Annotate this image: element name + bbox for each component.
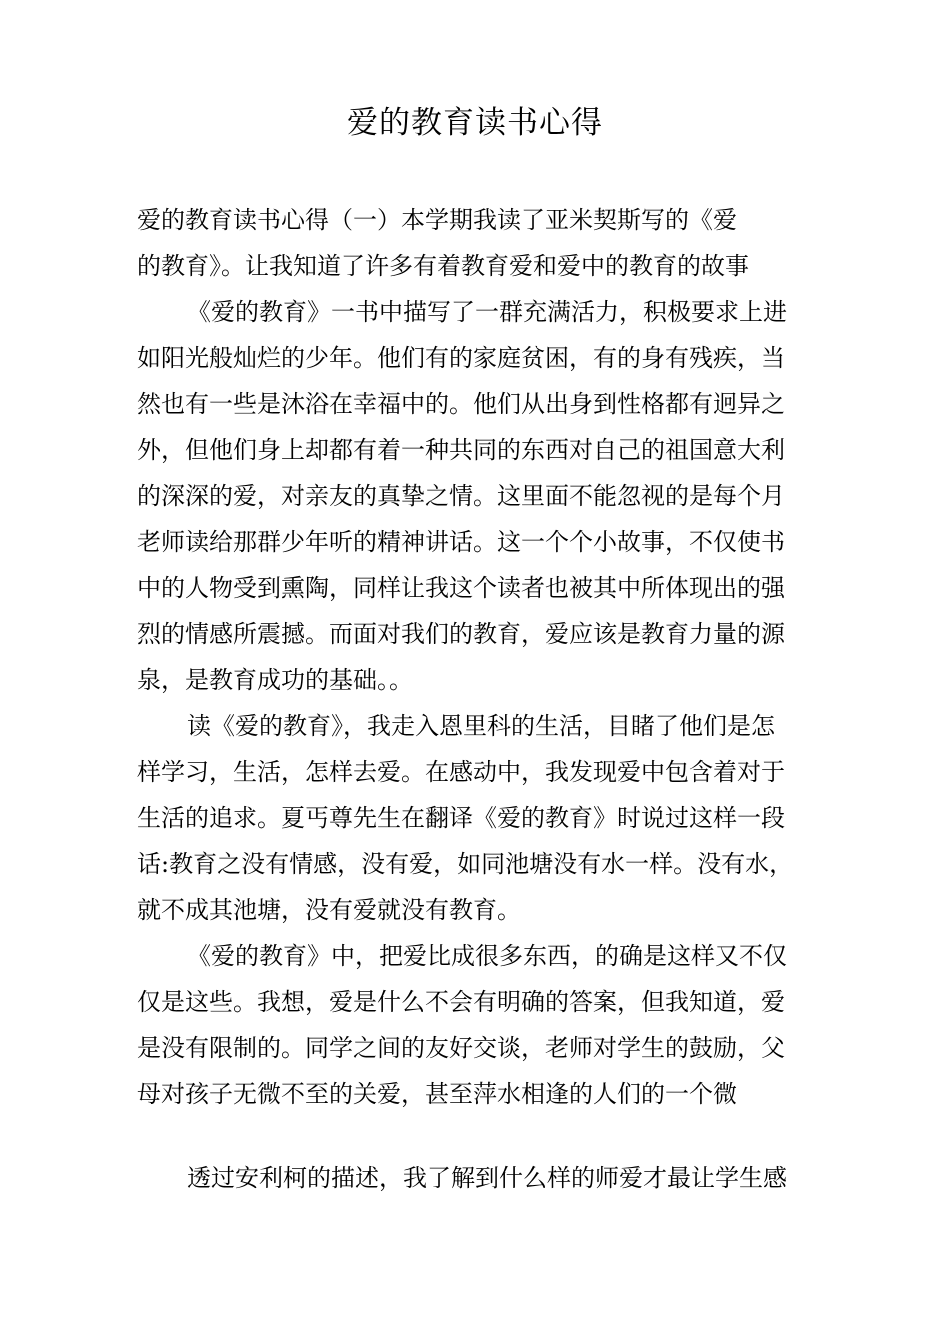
paragraph-line: 母对孩子无微不至的关爱，甚至萍水相逢的人们的一个微	[137, 1080, 737, 1108]
document-title: 爱的教育读书心得	[347, 105, 603, 141]
paragraph-line: 如阳光般灿烂的少年。他们有的家庭贫困，有的身有残疾，当	[137, 344, 785, 372]
paragraph-line: 仅是这些。我想，爱是什么不会有明确的答案，但我知道，爱	[137, 988, 785, 1016]
paragraph-line: 样学习，生活，怎样去爱。在感动中，我发现爱中包含着对于	[137, 758, 785, 786]
paragraph-line: 生活的追求。夏丐尊先生在翻译《爱的教育》时说过这样一段	[137, 804, 785, 832]
paragraph-line: 透过安利柯的描述，我了解到什么样的师爱才最让学生感	[187, 1164, 787, 1192]
paragraph-line: 《爱的教育》一书中描写了一群充满活力，积极要求上进	[187, 298, 787, 326]
paragraph-line: 的教育》。让我知道了许多有着教育爱和爱中的教育的故事	[137, 252, 749, 280]
paragraph-line: 中的人物受到熏陶，同样让我这个读者也被其中所体现出的强	[137, 574, 785, 602]
paragraph-line: 是没有限制的。同学之间的友好交谈，老师对学生的鼓励，父	[137, 1034, 785, 1062]
paragraph-line: 外，但他们身上却都有着一种共同的东西对自己的祖国意大利	[137, 436, 785, 464]
paragraph-line: 泉，是教育成功的基础。。	[137, 666, 413, 694]
paragraph-line: 然也有一些是沐浴在幸福中的。他们从出身到性格都有迥异之	[137, 390, 785, 418]
paragraph-line: 烈的情感所震撼。而面对我们的教育，爱应该是教育力量的源	[137, 620, 785, 648]
paragraph-line: 《爱的教育》中，把爱比成很多东西，的确是这样又不仅	[187, 942, 787, 970]
paragraph-line: 的深深的爱，对亲友的真挚之情。这里面不能忽视的是每个月	[137, 482, 785, 510]
paragraph-line: 爱的教育读书心得（一）本学期我读了亚米契斯写的《爱	[137, 206, 737, 234]
paragraph-line: 话:教育之没有情感，没有爱，如同池塘没有水一样。没有水，	[137, 850, 794, 878]
paragraph-line: 老师读给那群少年听的精神讲话。这一个个小故事，不仅使书	[137, 528, 785, 556]
paragraph-line: 读《爱的教育》，我走入恩里科的生活，目睹了他们是怎	[187, 712, 775, 740]
paragraph-line: 就不成其池塘，没有爱就没有教育。	[137, 896, 521, 924]
